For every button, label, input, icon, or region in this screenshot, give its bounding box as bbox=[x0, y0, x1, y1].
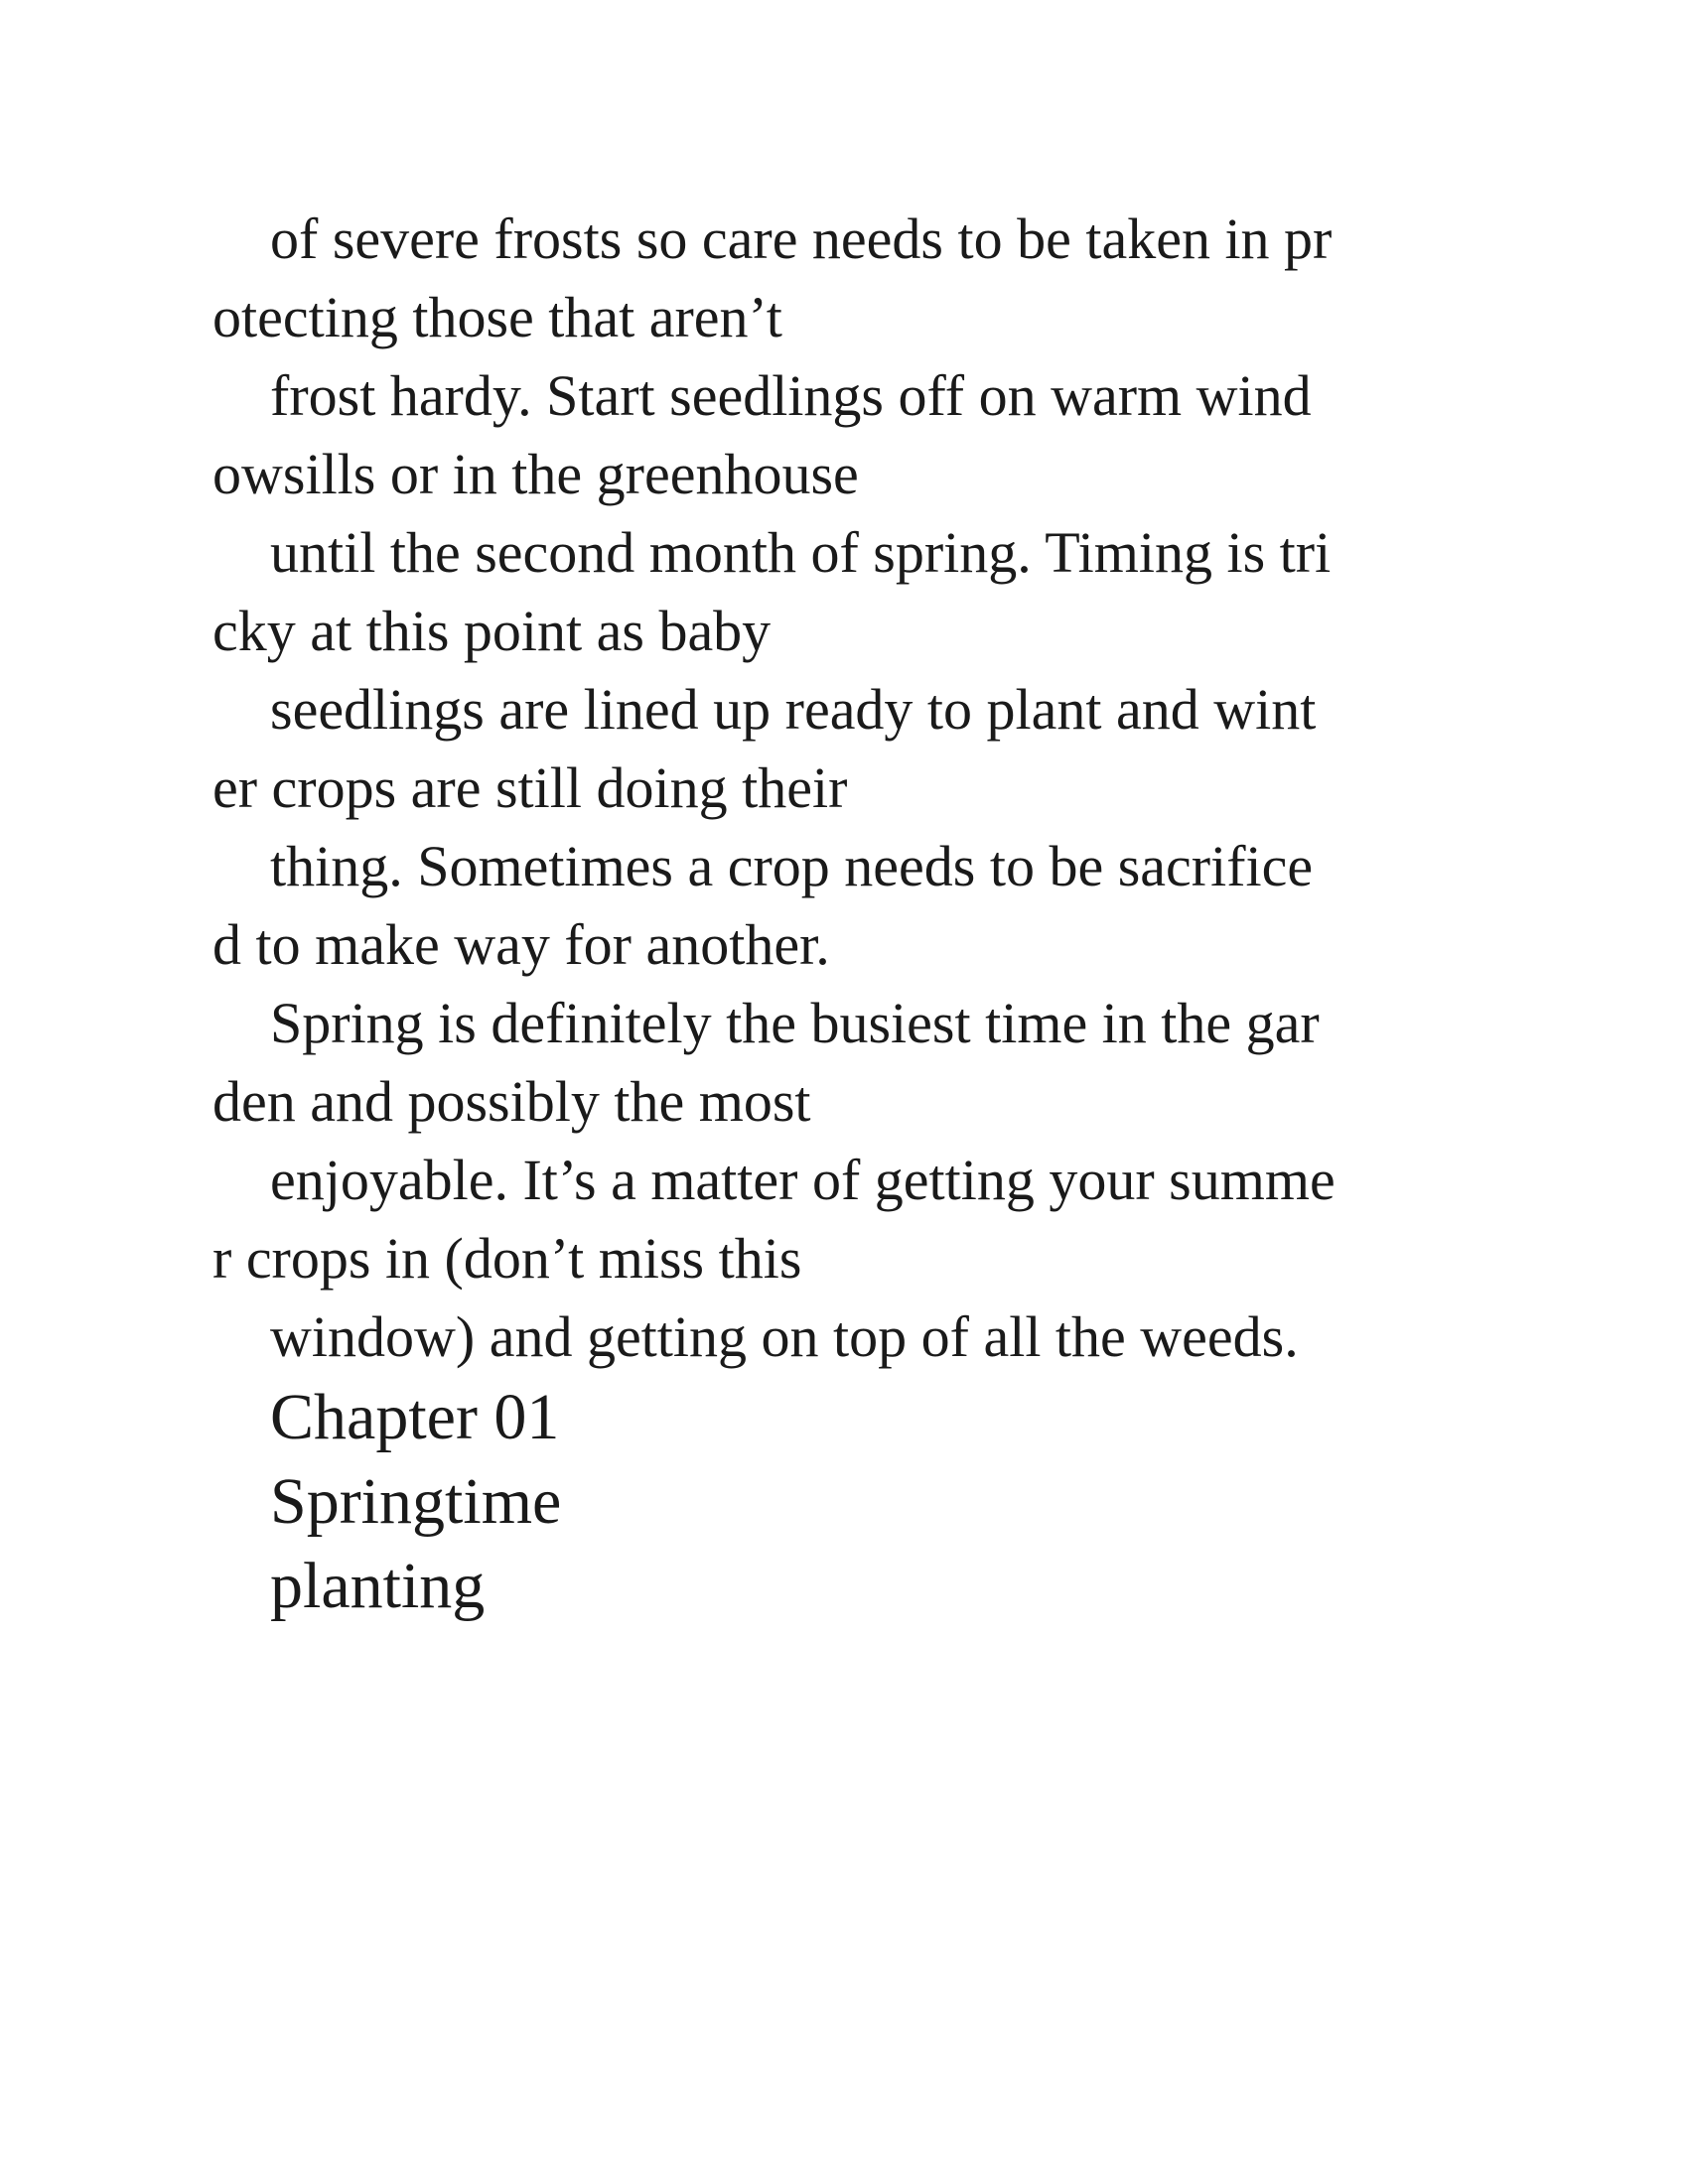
body-text-line: of severe frosts so care needs to be taken in pr bbox=[270, 206, 1333, 271]
chapter-title-line-2: planting bbox=[270, 1550, 486, 1622]
body-text-line: until the second month of spring. Timing is tri bbox=[270, 520, 1332, 585]
body-text-line: window) and getting on top of all the weeds. bbox=[270, 1304, 1299, 1369]
body-text-line: den and possibly the most bbox=[212, 1069, 811, 1134]
body-text-line: er crops are still doing their bbox=[212, 755, 848, 820]
body-text-line: Spring is definitely the busiest time in the gar bbox=[270, 991, 1320, 1055]
body-text-line: thing. Sometimes a crop needs to be sacrifice bbox=[270, 834, 1314, 898]
body-text-line: seedlings are lined up ready to plant and wint bbox=[270, 677, 1317, 742]
body-text-line: owsills or in the greenhouse bbox=[212, 442, 859, 506]
body-text-line: frost hardy. Start seedlings off on warm wind bbox=[270, 363, 1312, 428]
body-text-line: r crops in (don’t miss this bbox=[212, 1226, 802, 1291]
body-text-line: d to make way for another. bbox=[212, 912, 830, 977]
chapter-title-line-1: Springtime bbox=[270, 1465, 562, 1538]
body-text-line: otecting those that aren’t bbox=[212, 285, 782, 349]
body-text-line: cky at this point as baby bbox=[212, 599, 772, 663]
chapter-number: Chapter 01 bbox=[270, 1381, 560, 1453]
body-text-line: enjoyable. It’s a matter of getting your summe bbox=[270, 1148, 1336, 1212]
